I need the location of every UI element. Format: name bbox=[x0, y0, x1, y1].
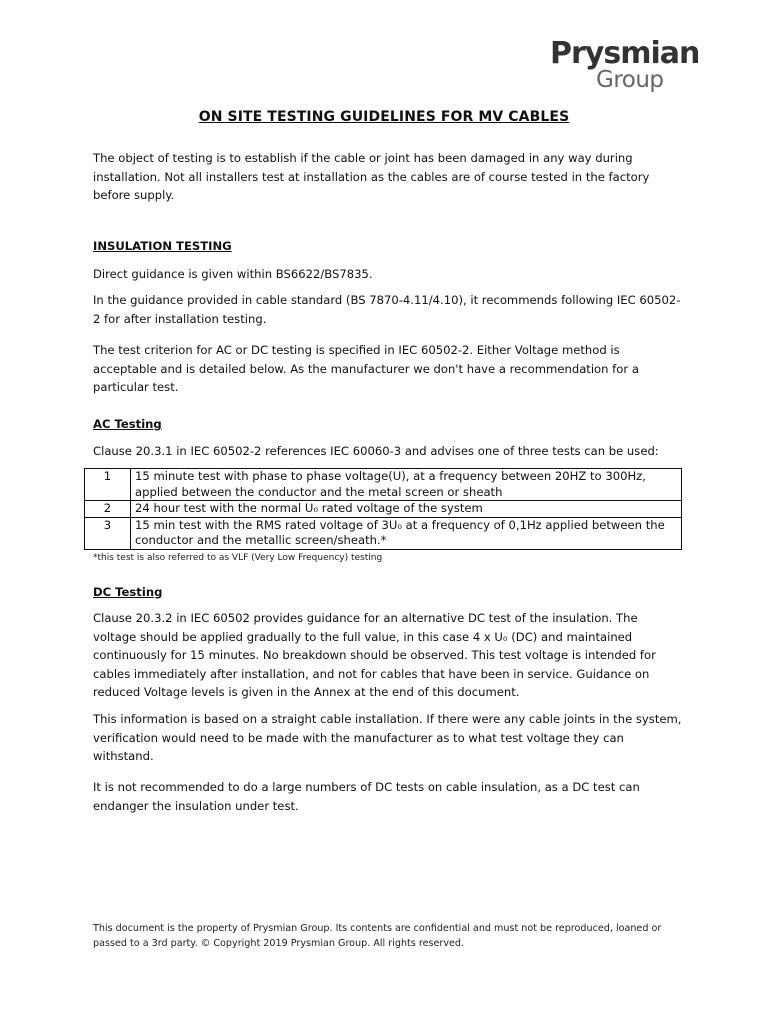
test-number: 1 bbox=[85, 469, 131, 501]
document-title: ON SITE TESTING GUIDELINES FOR MV CABLES bbox=[198, 109, 570, 125]
test-number: 2 bbox=[85, 501, 131, 518]
insulation-paragraph-3: The test criterion for AC or DC testing is specified in IEC 60502-2. Either Voltage method is acceptable and is detailed below. As the manufacturer we don't have a recommendation for a particular test. bbox=[93, 343, 639, 394]
test-description: 15 minute test with phase to phase voltage(U), at a frequency between 20HZ to 300Hz, applied between the conductor and the metal screen or sheath bbox=[131, 469, 682, 501]
insulation-testing-heading: INSULATION TESTING bbox=[93, 239, 232, 253]
logo-text-main: Prysmian bbox=[550, 36, 700, 71]
dc-testing-heading: DC Testing bbox=[93, 585, 163, 599]
prysmian-logo bbox=[550, 36, 700, 93]
insulation-paragraph-1: Direct guidance is given within BS6622/BS7835. bbox=[93, 267, 373, 281]
dc-paragraph-2: This information is based on a straight cable installation. If there were any cable joints in the system, verification would need to be made with the manufacturer as to what test voltage they can withstand. bbox=[93, 712, 682, 763]
test-description: 15 min test with the RMS rated voltage of 3U₀ at a frequency of 0,1Hz applied between the conductor and the metallic screen/sheath.* bbox=[131, 517, 682, 549]
ac-paragraph-1: Clause 20.3.1 in IEC 60502-2 references IEC 60060-3 and advises one of three tests can be used: bbox=[93, 444, 659, 458]
intro-paragraph: The object of testing is to establish if the cable or joint has been damaged in any way during installation. Not all installers test at installation as the cables are of course tested in the factory before supply. bbox=[93, 151, 650, 202]
table-row bbox=[85, 517, 682, 549]
insulation-paragraph-2: In the guidance provided in cable standard (BS 7870-4.11/4.10), it recommends following IEC 60502-2 for after installation testing. bbox=[93, 293, 681, 326]
ac-testing-heading: AC Testing bbox=[93, 417, 162, 431]
dc-paragraph-1: Clause 20.3.2 in IEC 60502 provides guidance for an alternative DC test of the insulation. The voltage should be applied gradually to the full value, in this case 4 x U₀ (DC) and maintained continuously for 15 minutes. No breakdown should be observed. This test voltage is intended for cables immediately after installation, and not for cables that have been in service. Guidance on reduced Voltage levels is given in the Annex at the end of this document. bbox=[93, 611, 656, 699]
ac-tests-table bbox=[84, 468, 682, 550]
table-row bbox=[85, 501, 682, 518]
dc-paragraph-3: It is not recommended to do a large numbers of DC tests on cable insulation, as a DC test can endanger the insulation under test. bbox=[93, 780, 640, 813]
table-footnote: *this test is also referred to as VLF (Very Low Frequency) testing bbox=[93, 553, 383, 563]
test-number: 3 bbox=[85, 517, 131, 549]
footer-disclaimer: This document is the property of Prysmian Group. Its contents are confidential and must not be reproduced, loaned or passed to a 3rd party. © Copyright 2019 Prysmian Group. All rights reserved. bbox=[93, 923, 662, 949]
table-row bbox=[85, 469, 682, 501]
test-description: 24 hour test with the normal U₀ rated voltage of the system bbox=[131, 501, 682, 518]
logo-text-sub: Group bbox=[596, 67, 664, 93]
